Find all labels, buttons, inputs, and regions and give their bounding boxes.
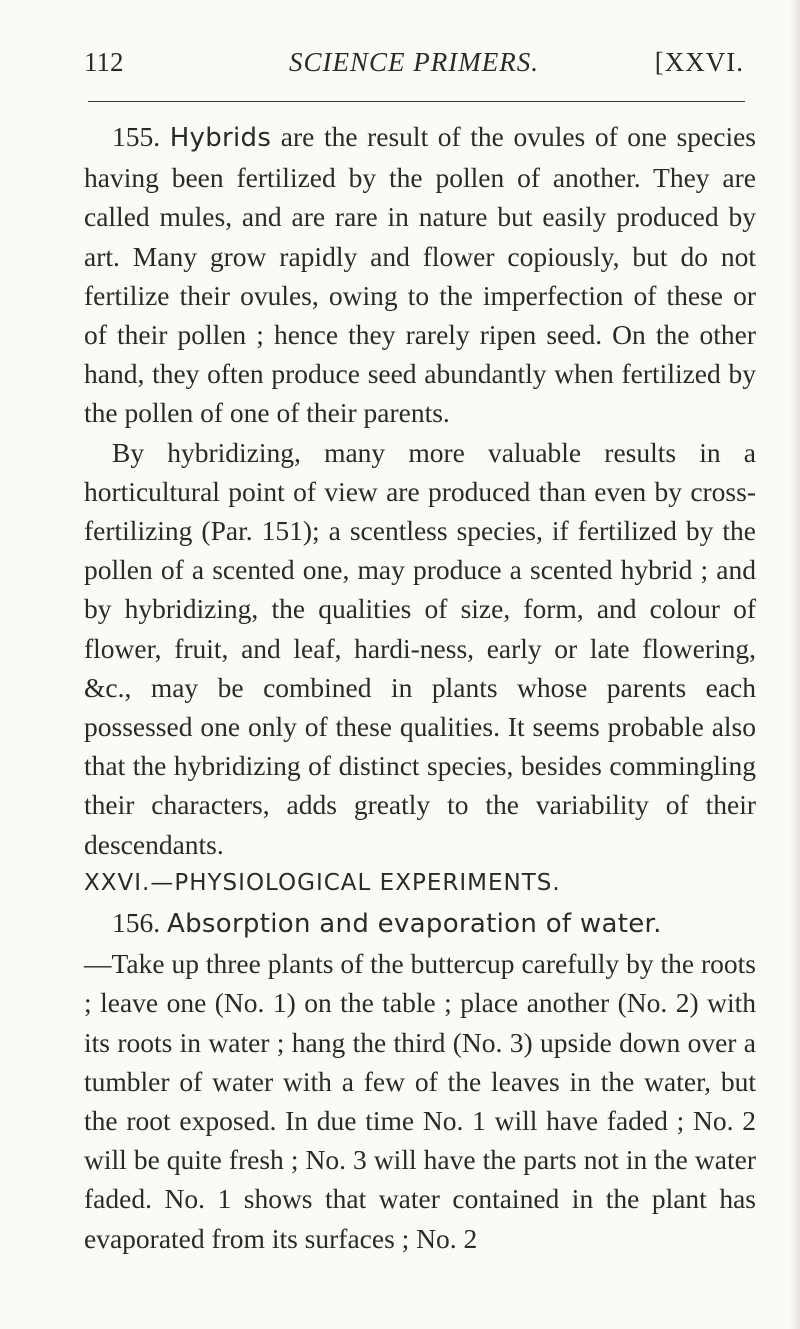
running-title: SCIENCE PRIMERS. — [289, 47, 539, 77]
chapter-heading: XXVI.—PHYSIOLOGICAL EXPERIMENTS. — [84, 869, 561, 896]
running-head — [84, 42, 744, 82]
paragraph-155 — [84, 117, 756, 433]
section-number-155: 155. — [112, 121, 161, 152]
paragraph-156 — [84, 903, 756, 1258]
page-edge-shadow — [790, 0, 800, 1329]
page-number: 112 — [84, 47, 124, 77]
body-text — [84, 117, 756, 1258]
section-lead-156: Absorption and evaporation of water. — [167, 909, 662, 940]
running-section: [XXVI. — [654, 47, 744, 77]
section-body-156: —Take up three plants of the buttercup carefully by the roots ; leave one (No. 1) on the table ; place another (No. 2) with its roots in water ; hang the third (No. 3) upside down over a tumbler of water with a few of the leaves in the water, but the root exposed. In due time No. 1 will have faded ; No. 2 will be quite fresh ; No. 3 will have the parts not in the water faded. No. 1 shows that water contained in the plant has evaporated from its surfaces ; No. 2 — [84, 948, 756, 1254]
section-number-156: 156. — [112, 907, 161, 939]
paragraph-hybridizing-text: By hybridizing, many more valuable results in a horticultural point of view are produced than even by cross-fertilizing (Par. 151); a scentless species, if fertilized by the pollen of a scented one, may produce a scented hybrid ; and by hybridizing, the qualities of size, form, and colour of flower, fruit, and leaf, hardi-ness, early or late flowering, &c., may be combined in plants whose parents each possessed one only of these qualities. It seems probable also that the hybridizing of distinct species, besides commingling their characters, adds greatly to the variability of their descendants. — [84, 436, 756, 860]
section-lead-155: Hybrids — [169, 123, 272, 153]
header-rule — [88, 101, 745, 102]
section-body-155: are the result of the ovules of one species having been fertilized by the pollen of another. They are called mules, and are rare in nature but easily produced by art. Many grow rapidly and flower copiously, but do not fertilize their ovules, owing to the imperfection of these or of their pollen ; hence they rarely ripen seed. On the other hand, they often produce seed abundantly when fertilized by the pollen of one of their parents. — [84, 121, 756, 429]
paragraph-hybridizing — [84, 433, 756, 864]
